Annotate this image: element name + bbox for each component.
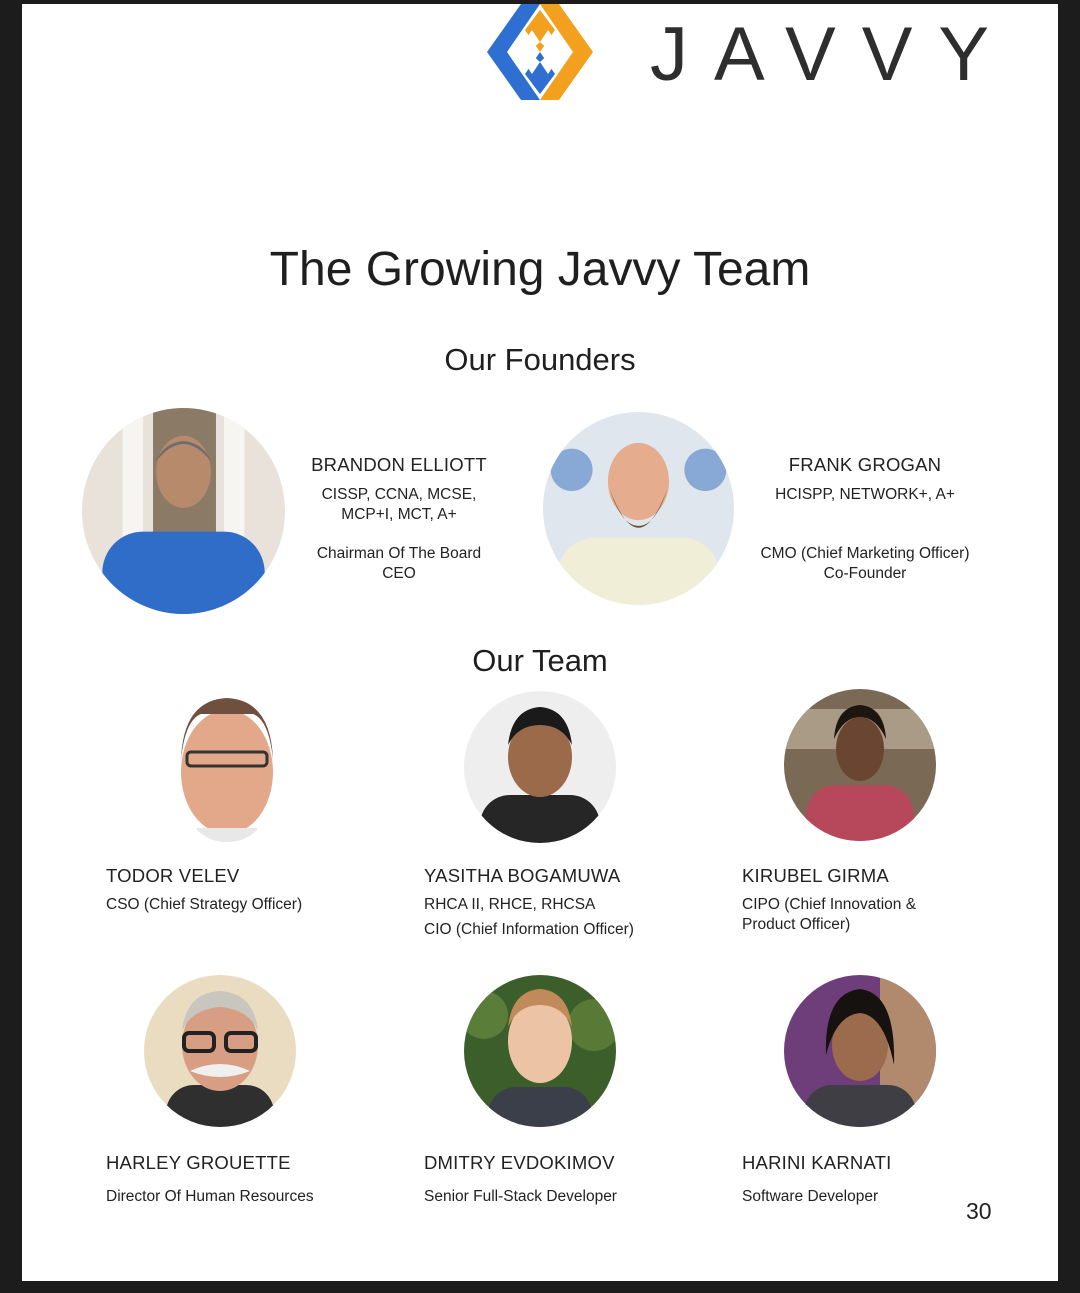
page-number: 30 (966, 1198, 992, 1224)
team-photo-yasitha (464, 691, 616, 843)
founder-certs: CISSP, CCNA, MCSE, MCP+I, MCT, A+ (321, 486, 477, 523)
team-member-role: CIO (Chief Information Officer) (424, 921, 634, 938)
team-member-role: Director Of Human Resources (106, 1188, 314, 1205)
team-heading: Our Team (472, 643, 608, 678)
founder-certs: HCISPP, NETWORK+, A+ (775, 486, 955, 503)
team-member-name: HARLEY GROUETTE (106, 1152, 291, 1173)
logo-wordmark: JAVVY (650, 12, 1016, 97)
founders-heading: Our Founders (444, 342, 636, 377)
team-member-name: KIRUBEL GIRMA (742, 865, 889, 886)
founder-name: FRANK GROGAN (788, 454, 942, 475)
team-member-role: Senior Full-Stack Developer (424, 1188, 617, 1205)
founder-photo-frank (543, 412, 734, 605)
javvy-logo-icon (487, 4, 593, 100)
team-photo-kirubel (784, 689, 936, 841)
team-member-name: DMITRY EVDOKIMOV (424, 1152, 615, 1173)
page-title: The Growing Javvy Team (269, 243, 811, 296)
founder-role: Chairman Of The Board CEO (316, 545, 482, 582)
team-photo-todor (173, 690, 281, 842)
founder-name: BRANDON ELLIOTT (311, 454, 487, 475)
team-member-name: YASITHA BOGAMUWA (424, 865, 621, 886)
team-member-role: CSO (Chief Strategy Officer) (106, 896, 303, 913)
team-member-role: CIPO (Chief Innovation & Product Officer) (742, 896, 917, 933)
team-member-name: HARINI KARNATI (742, 1152, 892, 1173)
document-page (22, 4, 1058, 1281)
team-photo-harini (784, 975, 936, 1127)
founder-photo-brandon (82, 408, 285, 614)
team-photo-dmitry (464, 975, 616, 1127)
team-member-name: TODOR VELEV (106, 865, 240, 886)
team-photo-harley (144, 975, 296, 1127)
founder-role: CMO (Chief Marketing Officer) Co-Founder (760, 545, 970, 582)
team-member-certs: RHCA II, RHCE, RHCSA (424, 896, 596, 913)
team-member-role: Software Developer (742, 1188, 879, 1205)
